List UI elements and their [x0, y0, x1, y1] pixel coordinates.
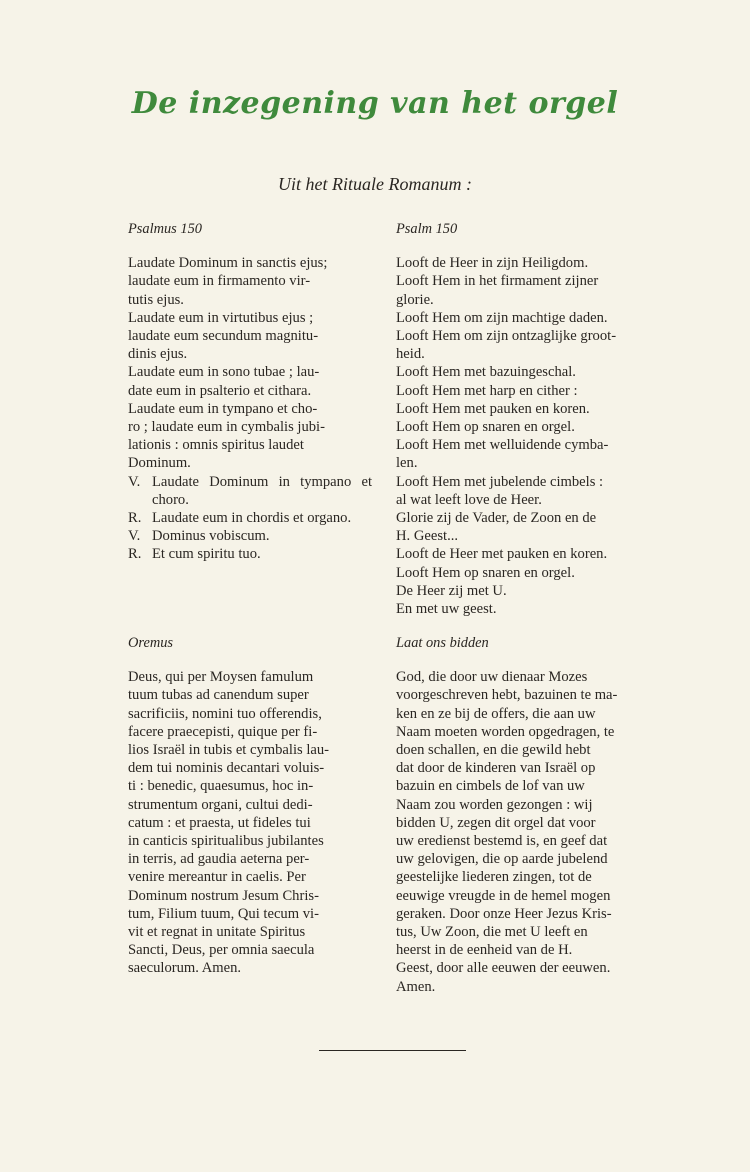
text-line: laudate eum in firmamento vir-: [128, 273, 311, 290]
text-line: lios Israël in tubis et cymbalis lau-: [128, 742, 330, 759]
text-line: Looft Hem om zijn machtige daden.: [396, 309, 608, 326]
text-line: Looft Hem met welluidende cymba-: [396, 437, 609, 454]
text-line: tus, Uw Zoon, die met U leeft en: [396, 924, 588, 941]
text-line: H. Geest...: [396, 528, 459, 545]
text-line: Dominum.: [128, 455, 191, 472]
text-line: Laudate Dominum in sanctis ejus;: [128, 255, 328, 272]
text-line: Naam zou worden gezongen : wij: [396, 796, 593, 813]
text-line: God, die door uw dienaar Mozes: [396, 669, 588, 686]
text-line: ro ; laudate eum in cymbalis jubi-: [128, 419, 325, 436]
text-line: Looft Hem met jubelende cimbels :: [396, 473, 604, 490]
text-line: voorgeschreven hebt, bazuinen te ma-: [396, 687, 618, 704]
text-line: date eum in psalterio et cithara.: [128, 382, 312, 399]
text-line: Glorie zij de Vader, de Zoon en de: [396, 510, 597, 527]
text-line: Looft Hem met harp en cither :: [396, 382, 578, 399]
text-line: bazuin en cimbels de lof van uw: [396, 778, 585, 795]
text-line: eeuwige vreugde in de hemel mogen: [396, 887, 611, 904]
response-label: R.: [128, 546, 142, 563]
text-line: Looft de Heer in zijn Heiligdom.: [396, 255, 589, 272]
text-line: Looft Hem op snaren en orgel.: [396, 564, 575, 581]
dutch-psalm-section: [396, 220, 668, 618]
text-line: laudate eum secundum magnitu-: [128, 328, 319, 345]
latin-prayer-heading: Oremus: [128, 635, 174, 651]
text-line: Looft de Heer met pauken en koren.: [396, 546, 608, 563]
text-line: tum, Filium tuum, Qui tecum vi-: [128, 905, 319, 922]
latin-prayer-section: [128, 634, 372, 978]
text-line: Laudate eum in virtutibus ejus ;: [128, 309, 314, 326]
text-line: Naam moeten worden opgedragen, te: [396, 723, 615, 740]
response-label: V.: [128, 473, 141, 490]
text-line: ken en ze bij de offers, die aan uw: [396, 705, 596, 722]
text-line: saeculorum. Amen.: [128, 960, 242, 977]
text-line: uw eredienst bestemd is, en geef dat: [396, 833, 608, 850]
text-line: Looft Hem met pauken en koren.: [396, 400, 590, 417]
dutch-psalm-heading: Psalm 150: [396, 221, 458, 237]
text-line: vit et regnat in unitate Spiritus: [128, 924, 306, 941]
versicle-response: [128, 509, 372, 527]
page-title: De inzegening van het orgel: [131, 86, 619, 121]
text-line: Looft Hem om zijn ontzaglijke groot-: [396, 328, 617, 345]
page-subtitle: Uit het Rituale Romanum :: [278, 174, 472, 194]
text-line: glorie.: [396, 291, 434, 308]
text-line: Deus, qui per Moysen famulum: [128, 669, 314, 686]
text-line: tutis ejus.: [128, 291, 184, 308]
text-line: Laudate eum in tympano et cho-: [128, 400, 318, 417]
text-line: len.: [396, 455, 418, 472]
text-line: dat door de kinderen van Israël op: [396, 760, 596, 777]
text-line: ti : benedic, quaesumus, hoc in-: [128, 778, 314, 795]
versicle-response: [128, 545, 372, 563]
response-text: Laudate eum in chordis et organo.: [152, 510, 352, 527]
dutch-prayer-heading: Laat ons bidden: [396, 635, 489, 651]
versicle-response: [128, 527, 372, 545]
text-line: bidden U, zegen dit orgel dat voor: [396, 814, 596, 831]
text-line: Looft Hem op snaren en orgel.: [396, 419, 575, 436]
response-text: Laudate Dominum in tympano et choro.: [152, 473, 372, 508]
versicle-response: [128, 473, 372, 509]
text-line: catum : et praesta, ut fideles tui: [128, 814, 311, 831]
text-line: dinis ejus.: [128, 346, 188, 363]
text-line: Dominum nostrum Jesum Chris-: [128, 887, 319, 904]
text-line: geraken. Door onze Heer Jezus Kris-: [396, 905, 612, 922]
latin-psalm-heading: Psalmus 150: [128, 221, 202, 237]
dutch-prayer-section: [396, 634, 668, 996]
text-line: Looft Hem in het firmament zijner: [396, 273, 599, 290]
divider-rule: [319, 1050, 466, 1051]
latin-psalm-verses: [128, 254, 372, 563]
response-label: V.: [128, 528, 141, 545]
text-line: geestelijke liederen zingen, tot de: [396, 869, 592, 886]
response-label: R.: [128, 510, 142, 527]
text-line: Sancti, Deus, per omnia saecula: [128, 942, 315, 959]
text-line: strumentum organi, cultui dedi-: [128, 796, 313, 813]
text-line: heerst in de eenheid van de H.: [396, 942, 573, 959]
text-line: Laudate eum in sono tubae ; lau-: [128, 364, 320, 381]
text-line: Looft Hem met bazuingeschal.: [396, 364, 576, 381]
dutch-prayer-text: [396, 668, 668, 996]
text-line: tuum tubas ad canendum super: [128, 687, 309, 704]
text-line: dem tui nominis decantari voluis-: [128, 760, 325, 777]
text-line: De Heer zij met U.: [396, 582, 507, 599]
text-line: En met uw geest.: [396, 601, 497, 618]
text-line: in canticis spiritualibus jubilantes: [128, 833, 324, 850]
text-line: in terris, ad gaudia aeterna per-: [128, 851, 310, 868]
text-line: al wat leeft love de Heer.: [396, 491, 542, 508]
latin-prayer-text: [128, 668, 372, 977]
text-line: facere praecepisti, quique per fi-: [128, 723, 318, 740]
text-line: lationis : omnis spiritus laudet: [128, 437, 304, 454]
text-line: heid.: [396, 346, 425, 363]
response-text: Dominus vobiscum.: [152, 528, 270, 545]
text-line: doen schallen, en die gewild hebt: [396, 742, 591, 759]
text-line: sacrificiis, nomini tuo offerendis,: [128, 705, 322, 722]
text-line: Amen.: [396, 978, 436, 995]
dutch-psalm-verses: [396, 254, 668, 618]
text-line: venire mereantur in caelis. Per: [128, 869, 306, 886]
text-line: Geest, door alle eeuwen der eeuwen.: [396, 960, 611, 977]
response-text: Et cum spiritu tuo.: [152, 546, 261, 563]
latin-psalm-section: [128, 220, 372, 564]
text-line: uw gelovigen, die op aarde jubelend: [396, 851, 608, 868]
